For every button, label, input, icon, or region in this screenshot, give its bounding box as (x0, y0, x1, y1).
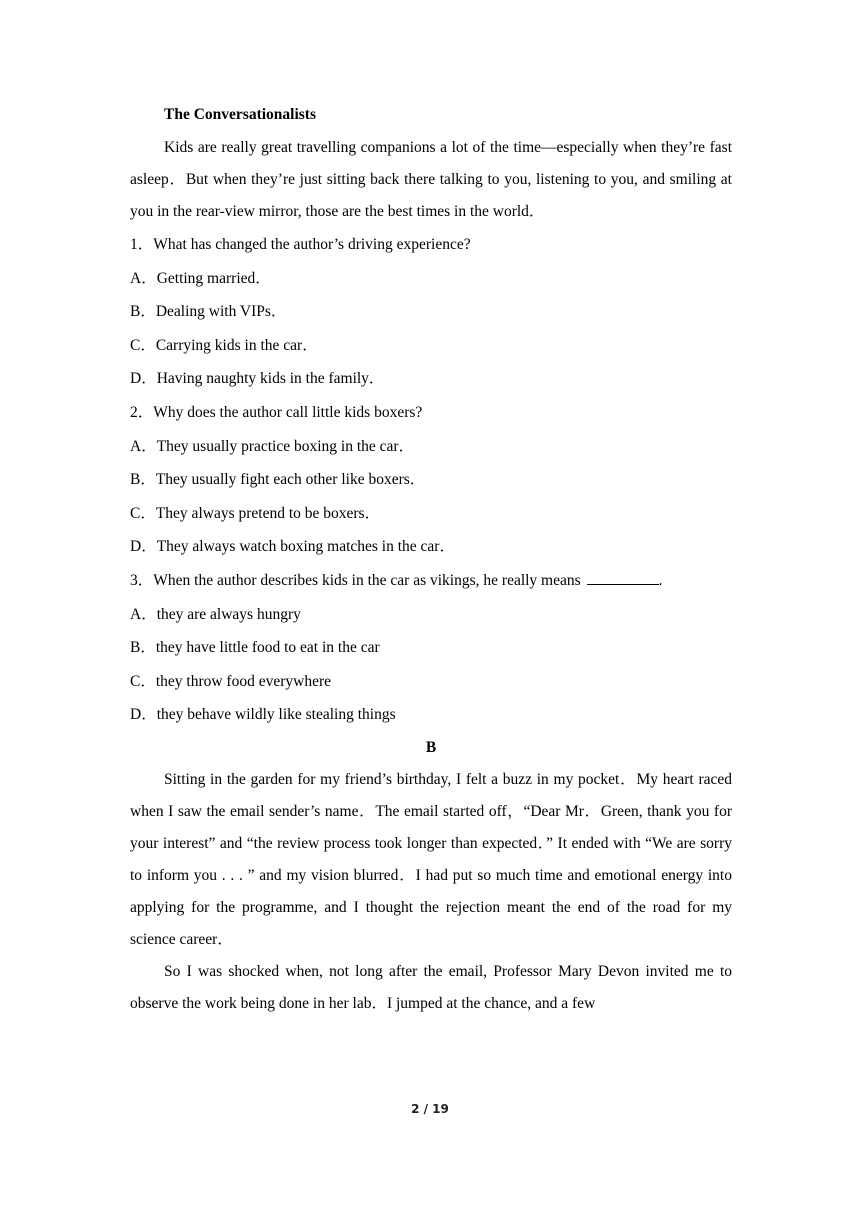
answer-option: B．Dealing with VIPs． (130, 303, 287, 321)
question-block (130, 396, 732, 564)
question-block (130, 564, 732, 732)
passage-paragraph: So I was shocked when, not long after the email, Professor Mary Devon invited me to observe the work being done in her lab．I jumped at the chance, and a few (130, 962, 732, 1012)
passage-paragraph: Sitting in the garden for my friend’s birthday, I felt a buzz in my pocket．My heart raced when I saw the email sender’s name．The email started off，“Dear Mr．Green, thank you for your interest” and “the review process took longer than expected．” It ended with “We are sorry to inform you . . . ” and my vision blurred．I had put so much time and emotional energy into applying for the programme, and I thought the rejection meant the end of the road for my science career． (130, 770, 732, 948)
answer-blank (587, 571, 659, 585)
answer-option: D．Having naughty kids in the family． (130, 370, 385, 388)
answer-option: C．they throw food everywhere (130, 672, 332, 690)
answer-option: D．They always watch boxing matches in the car． (130, 538, 455, 556)
question-stem: 3．When the author describes kids in the car as vikings, he really means (130, 571, 581, 589)
passage-title: The Conversationalists (164, 106, 316, 123)
answer-option: A．they are always hungry (130, 605, 301, 623)
question-stem: 2．Why does the author call little kids boxers? (130, 403, 423, 421)
answer-option: C．They always pretend to be boxers． (130, 504, 381, 522)
passage-paragraph: Kids are really great travelling companions a lot of the time—especially when they’re fast asleep．But when they’re just sitting back there talking to you, listening to you, and smiling at you in the rear-view mirror, those are the best times in the world． (130, 139, 732, 220)
section-heading: B (425, 738, 437, 756)
answer-option: D．they behave wildly like stealing things (130, 706, 396, 724)
question-stem-line (130, 564, 732, 598)
question-stem-end: . (658, 571, 663, 589)
question-stem: 1．What has changed the author’s driving experience? (130, 236, 471, 253)
answer-option: A．Getting married． (130, 269, 271, 287)
answer-option: B．they have little food to eat in the car (130, 639, 380, 657)
document-page (130, 98, 732, 1020)
answer-option: A．They usually practice boxing in the car． (130, 437, 415, 455)
answer-option: C．Carrying kids in the car． (130, 336, 318, 354)
answer-option: B．They usually fight each other like boxers． (130, 471, 426, 489)
page-number: 2 / 19 (411, 1102, 449, 1116)
question-block (130, 228, 732, 396)
